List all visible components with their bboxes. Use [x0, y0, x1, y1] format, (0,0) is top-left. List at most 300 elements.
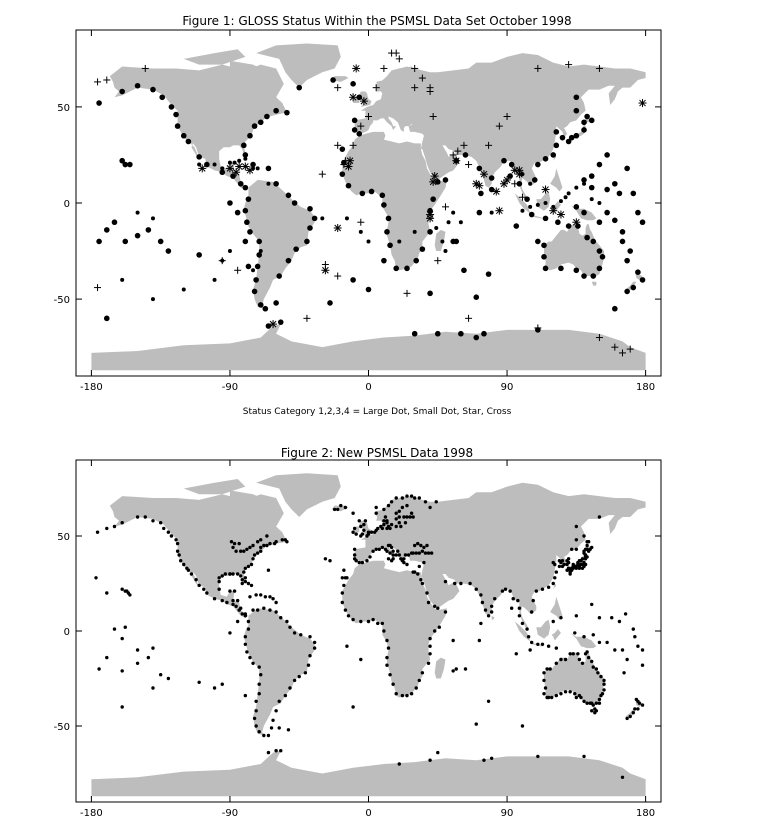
station-marker-small-dot — [518, 607, 521, 610]
station-marker-large-dot — [196, 154, 202, 160]
station-marker-small-dot — [559, 616, 562, 619]
station-marker-cross — [303, 315, 310, 322]
station-marker-large-dot — [292, 200, 298, 206]
station-marker-small-dot — [250, 563, 253, 566]
station-marker-small-dot — [251, 544, 254, 547]
station-marker-small-dot — [342, 584, 345, 587]
station-marker-small-dot — [94, 576, 97, 579]
station-marker-small-dot — [281, 538, 284, 541]
station-marker-small-dot — [385, 639, 388, 642]
station-marker-small-dot — [242, 550, 245, 553]
station-marker-small-dot — [419, 578, 422, 581]
station-marker-small-dot — [434, 226, 438, 230]
station-marker-small-dot — [444, 580, 447, 583]
station-marker-small-dot — [259, 538, 262, 541]
station-marker-small-dot — [287, 728, 290, 731]
station-marker-large-dot — [146, 227, 152, 233]
station-marker-large-dot — [461, 267, 467, 273]
station-marker-large-dot — [352, 118, 358, 124]
station-marker-large-dot — [186, 139, 192, 145]
station-marker-small-dot — [390, 546, 393, 549]
station-marker-large-dot — [541, 242, 547, 248]
station-marker-large-dot — [246, 196, 252, 202]
station-marker-small-dot — [547, 586, 550, 589]
station-marker-small-dot — [344, 506, 347, 509]
y-tick-label: -50 — [53, 295, 70, 307]
station-marker-small-dot — [535, 589, 538, 592]
station-marker-large-dot — [253, 277, 259, 283]
station-marker-cross — [219, 257, 226, 264]
station-marker-small-dot — [407, 553, 410, 556]
station-marker-small-dot — [120, 521, 123, 524]
station-marker-large-dot — [196, 252, 202, 258]
station-marker-large-dot — [584, 114, 590, 120]
station-marker-small-dot — [96, 531, 99, 534]
station-marker-small-dot — [376, 527, 379, 530]
station-marker-large-dot — [612, 218, 618, 224]
station-marker-small-dot — [555, 570, 558, 573]
station-marker-small-dot — [113, 627, 116, 630]
station-marker-large-dot — [581, 119, 587, 125]
station-marker-small-dot — [512, 597, 515, 600]
figure-1-title: Figure 1: GLOSS Status Within the PSMSL Data Set October 1998 — [182, 14, 572, 28]
station-marker-small-dot — [105, 656, 108, 659]
station-marker-small-dot — [97, 667, 100, 670]
station-marker-small-dot — [245, 650, 248, 653]
station-marker-small-dot — [405, 694, 408, 697]
station-marker-small-dot — [430, 551, 433, 554]
x-tick-label: 180 — [636, 382, 656, 393]
station-marker-small-dot — [401, 496, 404, 499]
station-marker-small-dot — [440, 239, 444, 243]
station-marker-small-dot — [371, 550, 374, 553]
station-marker-small-dot — [433, 605, 436, 608]
station-marker-large-dot — [477, 166, 483, 172]
station-marker-large-dot — [384, 229, 390, 235]
station-marker-small-dot — [568, 572, 571, 575]
station-marker-small-dot — [575, 548, 578, 551]
station-marker-small-dot — [136, 662, 139, 665]
station-marker-small-dot — [120, 278, 124, 282]
station-marker-star — [198, 164, 206, 172]
station-marker-large-dot — [340, 171, 346, 177]
station-marker-small-dot — [285, 620, 288, 623]
station-marker-small-dot — [436, 751, 439, 754]
station-marker-small-dot — [475, 722, 478, 725]
station-marker-small-dot — [575, 538, 578, 541]
station-marker-small-dot — [447, 220, 451, 224]
station-marker-small-dot — [274, 601, 277, 604]
station-marker-small-dot — [351, 512, 354, 515]
station-marker-small-dot — [381, 622, 384, 625]
station-marker-large-dot — [122, 239, 128, 245]
station-marker-large-dot — [630, 191, 636, 197]
station-marker-cross — [380, 65, 387, 72]
station-marker-small-dot — [419, 544, 422, 547]
station-marker-large-dot — [273, 300, 279, 306]
x-tick-label: 0 — [365, 382, 372, 393]
station-marker-small-dot — [479, 622, 482, 625]
station-marker-small-dot — [213, 163, 217, 167]
station-marker-star — [480, 170, 488, 178]
station-marker-small-dot — [268, 595, 271, 598]
station-marker-small-dot — [444, 610, 447, 613]
station-marker-small-dot — [438, 626, 441, 629]
station-marker-small-dot — [404, 553, 407, 556]
station-marker-small-dot — [388, 551, 391, 554]
station-marker-small-dot — [398, 553, 401, 556]
station-marker-large-dot — [286, 258, 292, 264]
station-marker-small-dot — [248, 595, 251, 598]
station-marker-star — [269, 320, 277, 328]
station-marker-large-dot — [266, 166, 272, 172]
station-marker-small-dot — [250, 584, 253, 587]
station-marker-small-dot — [564, 690, 567, 693]
station-marker-small-dot — [451, 211, 455, 215]
station-marker-small-dot — [632, 711, 635, 714]
station-marker-small-dot — [176, 550, 179, 553]
station-marker-small-dot — [542, 679, 545, 682]
station-marker-small-dot — [120, 705, 123, 708]
station-marker-large-dot — [612, 306, 618, 312]
station-marker-small-dot — [136, 515, 139, 518]
station-marker-small-dot — [197, 681, 200, 684]
station-marker-small-dot — [559, 658, 562, 661]
station-marker-small-dot — [245, 548, 248, 551]
station-marker-large-dot — [119, 158, 125, 164]
station-marker-small-dot — [501, 589, 504, 592]
station-marker-small-dot — [559, 199, 563, 203]
station-marker-large-dot — [590, 239, 596, 245]
y-tick-label: 50 — [57, 102, 70, 114]
station-marker-small-dot — [385, 521, 388, 524]
station-marker-small-dot — [239, 550, 242, 553]
station-marker-small-dot — [365, 559, 368, 562]
station-marker-small-dot — [585, 544, 588, 547]
station-marker-small-dot — [382, 629, 385, 632]
station-marker-small-dot — [351, 705, 354, 708]
station-marker-large-dot — [566, 223, 572, 229]
station-marker-small-dot — [636, 645, 639, 648]
station-marker-small-dot — [248, 546, 251, 549]
station-marker-large-dot — [307, 206, 313, 212]
station-marker-small-dot — [285, 540, 288, 543]
station-marker-small-dot — [592, 633, 595, 636]
station-marker-small-dot — [416, 542, 419, 545]
station-marker-small-dot — [387, 504, 390, 507]
station-marker-small-dot — [597, 201, 601, 205]
station-marker-large-dot — [481, 331, 487, 337]
station-marker-large-dot — [346, 183, 352, 189]
station-marker-small-dot — [552, 620, 555, 623]
station-marker-small-dot — [220, 166, 224, 170]
station-marker-small-dot — [266, 182, 270, 186]
station-marker-small-dot — [555, 694, 558, 697]
station-marker-small-dot — [187, 569, 190, 572]
station-marker-small-dot — [585, 702, 588, 705]
station-marker-small-dot — [264, 595, 267, 598]
station-marker-large-dot — [293, 246, 299, 252]
station-marker-small-dot — [598, 702, 601, 705]
x-tick-label: -180 — [80, 382, 103, 393]
station-marker-small-dot — [435, 500, 438, 503]
y-tick-label: 0 — [63, 199, 70, 210]
station-marker-large-dot — [169, 104, 175, 110]
station-marker-small-dot — [228, 249, 232, 253]
station-marker-large-dot — [175, 123, 181, 129]
station-marker-small-dot — [405, 504, 408, 507]
station-marker-small-dot — [585, 555, 588, 558]
station-marker-large-dot — [600, 254, 606, 260]
station-marker-small-dot — [455, 667, 458, 670]
station-marker-small-dot — [339, 504, 342, 507]
station-marker-small-dot — [254, 724, 257, 727]
station-marker-large-dot — [589, 173, 595, 179]
station-marker-small-dot — [575, 525, 578, 528]
station-marker-small-dot — [527, 635, 530, 638]
station-marker-small-dot — [542, 671, 545, 674]
station-marker-small-dot — [236, 599, 239, 602]
station-marker-large-dot — [478, 191, 484, 197]
station-marker-small-dot — [621, 648, 624, 651]
station-marker-small-dot — [508, 589, 511, 592]
station-marker-small-dot — [105, 527, 108, 530]
station-marker-small-dot — [124, 626, 127, 629]
station-marker-small-dot — [573, 692, 576, 695]
station-marker-small-dot — [265, 534, 268, 537]
station-marker-small-dot — [234, 550, 237, 553]
station-marker-small-dot — [151, 216, 155, 220]
station-marker-small-dot — [344, 608, 347, 611]
station-marker-small-dot — [251, 268, 255, 272]
station-marker-large-dot — [620, 239, 626, 245]
station-marker-small-dot — [274, 610, 277, 613]
station-marker-small-dot — [371, 618, 374, 621]
station-marker-small-dot — [418, 565, 421, 568]
station-marker-star — [475, 182, 483, 190]
station-marker-small-dot — [190, 572, 193, 575]
station-marker-small-dot — [595, 702, 598, 705]
station-marker-small-dot — [641, 648, 644, 651]
station-marker-small-dot — [525, 627, 528, 630]
station-marker-small-dot — [576, 652, 579, 655]
station-marker-large-dot — [356, 94, 362, 100]
station-marker-small-dot — [313, 646, 316, 649]
station-marker-small-dot — [228, 589, 231, 592]
station-marker-star — [226, 164, 234, 172]
station-marker-cross — [396, 55, 403, 62]
station-marker-star — [495, 207, 503, 215]
station-marker-small-dot — [555, 646, 558, 649]
station-marker-small-dot — [367, 532, 370, 535]
station-marker-small-dot — [239, 574, 242, 577]
station-marker-small-dot — [361, 561, 364, 564]
station-marker-large-dot — [258, 119, 264, 125]
station-marker-small-dot — [382, 519, 385, 522]
station-marker-small-dot — [159, 673, 162, 676]
station-marker-small-dot — [341, 591, 344, 594]
station-marker-small-dot — [547, 645, 550, 648]
station-marker-small-dot — [237, 159, 241, 163]
station-marker-large-dot — [296, 85, 302, 91]
station-marker-small-dot — [328, 559, 331, 562]
station-marker-large-dot — [247, 133, 253, 139]
station-marker-small-dot — [574, 186, 578, 190]
station-marker-small-dot — [359, 620, 362, 623]
station-marker-small-dot — [385, 656, 388, 659]
station-marker-small-dot — [313, 641, 316, 644]
station-marker-small-dot — [241, 578, 244, 581]
station-marker-small-dot — [385, 527, 388, 530]
station-marker-large-dot — [624, 258, 630, 264]
station-marker-small-dot — [237, 542, 240, 545]
station-marker-small-dot — [265, 544, 268, 547]
station-marker-small-dot — [568, 690, 571, 693]
station-marker-large-dot — [387, 242, 393, 248]
station-marker-small-dot — [541, 643, 544, 646]
station-marker-large-dot — [241, 143, 247, 149]
station-marker-large-dot — [350, 277, 356, 283]
station-marker-large-dot — [604, 152, 610, 158]
station-marker-small-dot — [341, 601, 344, 604]
station-marker-small-dot — [262, 607, 265, 610]
station-marker-large-dot — [590, 273, 596, 279]
station-marker-small-dot — [278, 726, 281, 729]
station-marker-small-dot — [521, 724, 524, 727]
station-marker-small-dot — [382, 508, 385, 511]
station-marker-large-dot — [532, 177, 538, 183]
station-marker-small-dot — [253, 553, 256, 556]
station-marker-star — [549, 207, 557, 215]
station-marker-small-dot — [254, 593, 257, 596]
station-marker-large-dot — [640, 277, 646, 283]
station-marker-small-dot — [398, 762, 401, 765]
station-marker-small-dot — [582, 182, 586, 186]
station-marker-small-dot — [259, 673, 262, 676]
station-marker-large-dot — [252, 123, 258, 129]
station-marker-small-dot — [231, 603, 234, 606]
station-marker-small-dot — [257, 692, 260, 695]
station-marker-large-dot — [589, 118, 595, 124]
station-marker-small-dot — [451, 639, 454, 642]
station-marker-large-dot — [550, 152, 556, 158]
station-marker-cross — [103, 76, 110, 83]
station-marker-large-dot — [458, 331, 464, 337]
station-marker-small-dot — [581, 662, 584, 665]
station-marker-small-dot — [182, 563, 185, 566]
station-marker-small-dot — [552, 582, 555, 585]
station-marker-small-dot — [274, 709, 277, 712]
station-marker-small-dot — [221, 683, 224, 686]
station-marker-small-dot — [370, 531, 373, 534]
station-marker-small-dot — [176, 542, 179, 545]
station-marker-small-dot — [244, 635, 247, 638]
station-marker-large-dot — [356, 131, 362, 137]
station-marker-small-dot — [532, 599, 535, 602]
station-marker-small-dot — [493, 597, 496, 600]
station-marker-small-dot — [573, 631, 576, 634]
station-marker-small-dot — [213, 686, 216, 689]
station-marker-small-dot — [550, 696, 553, 699]
station-marker-large-dot — [386, 216, 392, 222]
station-marker-cross — [442, 203, 449, 210]
station-marker-small-dot — [572, 652, 575, 655]
station-marker-small-dot — [241, 582, 244, 585]
station-marker-small-dot — [468, 582, 471, 585]
station-marker-small-dot — [548, 667, 551, 670]
station-marker-small-dot — [293, 631, 296, 634]
station-marker-small-dot — [451, 669, 454, 672]
station-marker-small-dot — [268, 608, 271, 611]
station-marker-small-dot — [374, 506, 377, 509]
station-marker-small-dot — [521, 622, 524, 625]
station-marker-star — [352, 64, 360, 72]
station-marker-large-dot — [529, 212, 535, 218]
station-marker-small-dot — [433, 629, 436, 632]
station-marker-small-dot — [253, 717, 256, 720]
station-marker-small-dot — [254, 700, 257, 703]
station-marker-cross — [94, 284, 101, 291]
station-marker-small-dot — [567, 191, 571, 195]
station-marker-small-dot — [367, 620, 370, 623]
station-marker-small-dot — [405, 494, 408, 497]
station-marker-small-dot — [228, 572, 231, 575]
station-marker-small-dot — [424, 551, 427, 554]
station-marker-small-dot — [228, 631, 231, 634]
station-marker-small-dot — [231, 599, 234, 602]
station-marker-small-dot — [256, 540, 259, 543]
station-marker-small-dot — [254, 709, 257, 712]
station-marker-small-dot — [390, 559, 393, 562]
station-marker-small-dot — [259, 249, 263, 253]
station-marker-star — [349, 93, 357, 101]
station-marker-small-dot — [217, 580, 220, 583]
station-marker-large-dot — [227, 200, 233, 206]
station-marker-small-dot — [411, 551, 414, 554]
station-marker-small-dot — [411, 515, 414, 518]
x-tick-label: -90 — [221, 808, 239, 819]
station-marker-small-dot — [402, 515, 405, 518]
station-marker-small-dot — [418, 551, 421, 554]
station-marker-cross — [357, 219, 364, 226]
station-marker-small-dot — [395, 525, 398, 528]
station-marker-small-dot — [530, 610, 533, 613]
station-marker-small-dot — [490, 757, 493, 760]
station-marker-small-dot — [459, 582, 462, 585]
station-marker-large-dot — [381, 258, 387, 264]
station-marker-small-dot — [410, 494, 413, 497]
station-marker-small-dot — [381, 546, 384, 549]
station-marker-small-dot — [244, 576, 247, 579]
station-marker-small-dot — [390, 500, 393, 503]
station-marker-large-dot — [276, 273, 282, 279]
station-marker-large-dot — [477, 210, 483, 216]
station-marker-small-dot — [259, 550, 262, 553]
station-marker-small-dot — [632, 627, 635, 630]
station-marker-small-dot — [378, 548, 381, 551]
station-marker-small-dot — [536, 755, 539, 758]
station-marker-large-dot — [235, 210, 241, 216]
station-marker-large-dot — [430, 196, 436, 202]
station-marker-small-dot — [288, 626, 291, 629]
station-marker-small-dot — [385, 664, 388, 667]
station-marker-small-dot — [213, 597, 216, 600]
station-marker-small-dot — [257, 683, 260, 686]
station-marker-small-dot — [427, 601, 430, 604]
station-marker-small-dot — [267, 751, 270, 754]
station-marker-small-dot — [395, 512, 398, 515]
station-marker-small-dot — [224, 572, 227, 575]
